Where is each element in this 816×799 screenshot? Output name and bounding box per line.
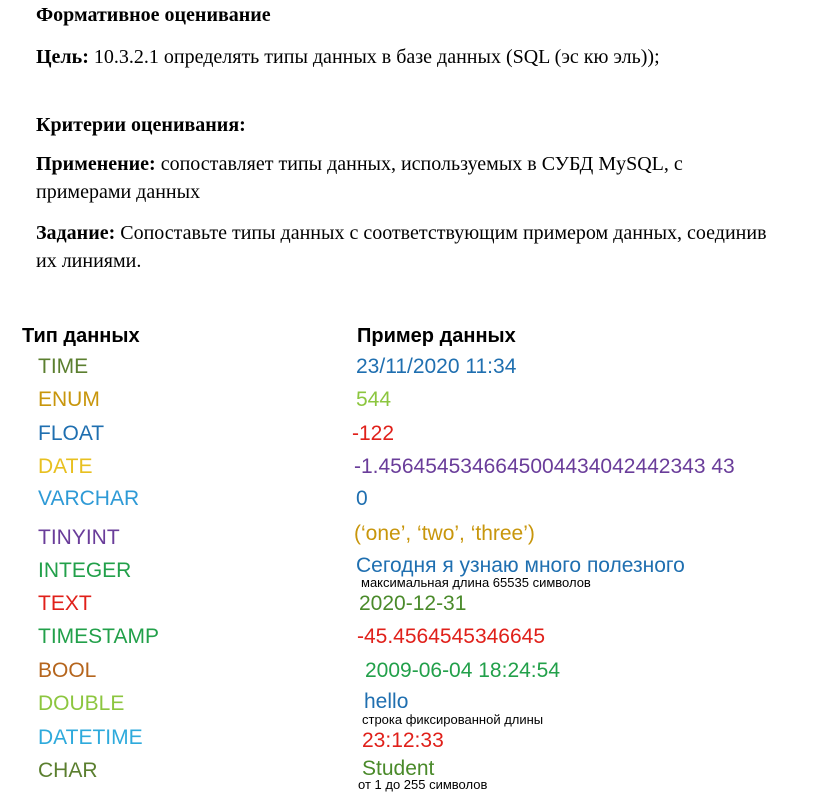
type-item: DATETIME: [38, 726, 143, 749]
type-item: ENUM: [38, 388, 100, 411]
goal-paragraph: [36, 43, 776, 71]
char-note: строка фиксированной длины: [362, 712, 544, 727]
example-item: 0: [356, 487, 368, 510]
example-item: 2020-12-31: [359, 592, 467, 615]
type-item: BOOL: [38, 659, 97, 682]
task-paragraph: [36, 219, 776, 275]
application-paragraph: [36, 150, 776, 206]
goal-label: Цель:: [36, 46, 89, 68]
example-item: -1.4564545346645004434042442343 43: [354, 455, 735, 478]
example-item: -45.4564545346645: [357, 625, 546, 648]
type-item: CHAR: [38, 759, 98, 782]
goal-text: 10.3.2.1 определять типы данных в базе данных (SQL (эс кю эль));: [88, 46, 660, 68]
task-label: Задание:: [36, 222, 116, 244]
page-title: Формативное оценивание: [36, 4, 271, 26]
examples-column-header: Пример данных: [357, 325, 516, 347]
example-item: Student: [362, 757, 435, 780]
type-item: TINYINT: [38, 526, 120, 549]
type-item: TIME: [38, 355, 89, 378]
example-item: 2009-06-04 18:24:54: [365, 659, 560, 682]
example-item: hello: [364, 690, 409, 713]
type-item: FLOAT: [38, 422, 105, 445]
type-item: INTEGER: [38, 559, 132, 582]
types-column-header: Тип данных: [22, 325, 140, 347]
text-length-note: максимальная длина 65535 символов: [361, 575, 591, 590]
example-item: 23:12:33: [362, 729, 444, 752]
application-label: Применение:: [36, 153, 156, 175]
type-item: VARCHAR: [38, 487, 140, 510]
type-item: TIMESTAMP: [38, 625, 159, 648]
application-text: сопоставляет типы данных, используемых в СУБД MySQL, с примерами данных: [36, 153, 683, 203]
example-item: 23/11/2020 11:34: [356, 355, 517, 378]
example-item: Сегодня я узнаю много полезного: [356, 554, 685, 577]
type-item: TEXT: [38, 592, 92, 615]
example-item: -122: [352, 422, 395, 445]
type-item: DATE: [38, 455, 93, 478]
type-item: DOUBLE: [38, 692, 125, 715]
criteria-heading: Критерии оценивания:: [36, 114, 246, 136]
example-item: (‘one’, ‘two’, ‘three’): [354, 522, 535, 545]
example-item: 544: [356, 388, 392, 411]
task-text: Сопоставьте типы данных с соответствующим примером данных, соединив их линиями.: [36, 222, 767, 272]
varchar-note: от 1 до 255 символов: [358, 777, 488, 792]
